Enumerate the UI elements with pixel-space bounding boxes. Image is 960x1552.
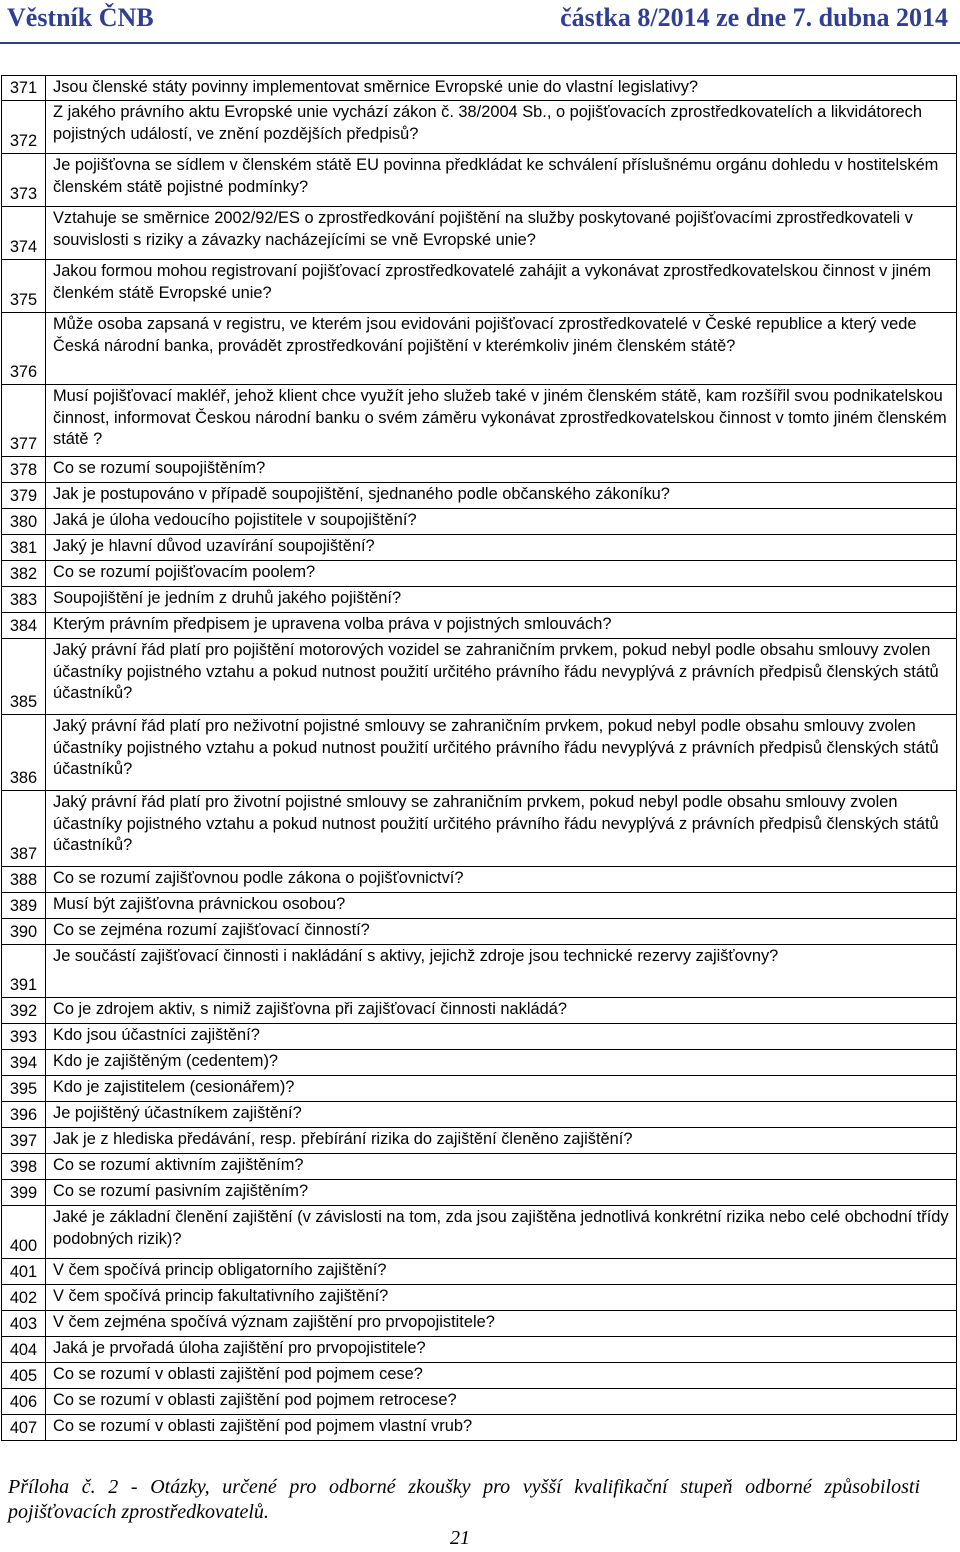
question-text: Co se rozumí aktivním zajištěním?	[46, 1154, 957, 1180]
question-row	[2, 893, 957, 919]
question-text: Je pojišťovna se sídlem v členském státě EU povinna předkládat ke schválení příslušnému orgánu dohledu v hostitelském členském státě pojistné podmínky?	[46, 154, 957, 207]
question-text: Jaká je prvořadá úloha zajištění pro prvopojistitele?	[46, 1337, 957, 1363]
question-number: 374	[2, 207, 46, 260]
question-number: 404	[2, 1337, 46, 1363]
appendix-caption: Příloha č. 2 - Otázky, určené pro odborné zkoušky pro vyšší kvalifikační stupeň odborné způsobilosti pojišťovacích zprostředkovatelů.	[8, 1476, 920, 1523]
question-row	[2, 1311, 957, 1337]
question-text: Kdo je zajistitelem (cesionářem)?	[46, 1076, 957, 1102]
question-text: V čem zejména spočívá význam zajištění pro prvopojistitele?	[46, 1311, 957, 1337]
question-text: Jak je postupováno v případě soupojištění, sjednaného podle občanského zákoníku?	[46, 483, 957, 509]
question-text: Může osoba zapsaná v registru, ve kterém jsou evidováni pojišťovací zprostředkovatelé v České republice a který vede Česká národní banka, provádět zprostředkování pojištění v kterémkoliv jiném členském státě?	[46, 313, 957, 385]
question-row	[2, 1076, 957, 1102]
journal-title: Věstník ČNB	[7, 3, 154, 32]
question-text: Co se rozumí v oblasti zajištění pod pojmem vlastní vrub?	[46, 1415, 957, 1441]
question-row	[2, 101, 957, 154]
question-text: Kdo je zajištěným (cedentem)?	[46, 1050, 957, 1076]
question-text: Jaký právní řád platí pro neživotní pojistné smlouvy se zahraničním prvkem, pokud nebyl podle obsahu smlouvy zvolen účastníky pojistného vztahu a pokud nutnost použití určitého právního řádu nevyplývá z právních předpisů členských států účastníků?	[46, 715, 957, 791]
question-number: 387	[2, 791, 46, 867]
question-row	[2, 867, 957, 893]
question-text: Co se rozumí v oblasti zajištění pod pojmem retrocese?	[46, 1389, 957, 1415]
question-text: Co se rozumí soupojištěním?	[46, 457, 957, 483]
question-number: 388	[2, 867, 46, 893]
question-number: 396	[2, 1102, 46, 1128]
question-row	[2, 457, 957, 483]
question-number: 379	[2, 483, 46, 509]
question-text: Co je zdrojem aktiv, s nimiž zajišťovna při zajišťovací činnosti nakládá?	[46, 998, 957, 1024]
question-row	[2, 561, 957, 587]
questions-table-body	[2, 76, 957, 1441]
question-text: Co se rozumí pojišťovacím poolem?	[46, 561, 957, 587]
question-text: V čem spočívá princip fakultativního zajištění?	[46, 1285, 957, 1311]
question-text: Soupojištění je jedním z druhů jakého pojištění?	[46, 587, 957, 613]
question-text: Jaké je základní členění zajištění (v závislosti na tom, zda jsou zajištěna jednotlivá konkrétní rizika nebo celé obchodní třídy podobných rizik)?	[46, 1206, 957, 1259]
question-number: 401	[2, 1259, 46, 1285]
question-number: 381	[2, 535, 46, 561]
question-row	[2, 1024, 957, 1050]
question-row	[2, 1050, 957, 1076]
question-number: 398	[2, 1154, 46, 1180]
header-divider	[0, 42, 960, 44]
question-number: 390	[2, 919, 46, 945]
question-number: 378	[2, 457, 46, 483]
question-text: V čem spočívá princip obligatorního zajištění?	[46, 1259, 957, 1285]
question-number: 371	[2, 76, 46, 101]
question-number: 400	[2, 1206, 46, 1259]
question-row	[2, 1337, 957, 1363]
question-text: Kdo jsou účastníci zajištění?	[46, 1024, 957, 1050]
question-number: 391	[2, 945, 46, 998]
question-number: 407	[2, 1415, 46, 1441]
question-number: 376	[2, 313, 46, 385]
question-row	[2, 1102, 957, 1128]
question-text: Jaký právní řád platí pro pojištění motorových vozidel se zahraničním prvkem, pokud nebyl podle obsahu smlouvy zvolen účastníky pojistného vztahu a pokud nutnost použití určitého právního řádu nevyplývá z právních předpisů členských států účastníků?	[46, 639, 957, 715]
question-number: 383	[2, 587, 46, 613]
question-row	[2, 1285, 957, 1311]
question-text: Je součástí zajišťovací činnosti i nakládání s aktivy, jejichž zdroje jsou technické rezervy zajišťovny?	[46, 945, 957, 998]
question-text: Jaký právní řád platí pro životní pojistné smlouvy se zahraničním prvkem, pokud nebyl podle obsahu smlouvy zvolen účastníky pojistného vztahu a pokud nutnost použití určitého právního řádu nevyplývá z právních předpisů členských států účastníků?	[46, 791, 957, 867]
question-text: Co se rozumí pasivním zajištěním?	[46, 1180, 957, 1206]
questions-table	[1, 75, 957, 1441]
question-row	[2, 385, 957, 457]
question-number: 373	[2, 154, 46, 207]
question-row	[2, 639, 957, 715]
question-text: Musí být zajišťovna právnickou osobou?	[46, 893, 957, 919]
question-number: 393	[2, 1024, 46, 1050]
question-text: Jaký je hlavní důvod uzavírání soupojištění?	[46, 535, 957, 561]
question-row	[2, 1180, 957, 1206]
question-number: 403	[2, 1311, 46, 1337]
question-row	[2, 1389, 957, 1415]
question-row	[2, 535, 957, 561]
question-row	[2, 154, 957, 207]
question-number: 384	[2, 613, 46, 639]
question-number: 380	[2, 509, 46, 535]
question-number: 382	[2, 561, 46, 587]
question-number: 386	[2, 715, 46, 791]
question-row	[2, 613, 957, 639]
question-text: Jaká je úloha vedoucího pojistitele v soupojištění?	[46, 509, 957, 535]
question-row	[2, 1206, 957, 1259]
question-number: 405	[2, 1363, 46, 1389]
question-row	[2, 1154, 957, 1180]
question-number: 395	[2, 1076, 46, 1102]
question-row	[2, 791, 957, 867]
question-text: Musí pojišťovací makléř, jehož klient chce využít jeho služeb také v jiném členském státě, kam rozšířil svou podnikatelskou činnost, informovat Českou národní banku o svém záměru vykonávat zprostředkovatelskou činnost v tomto jiném členském státě ?	[46, 385, 957, 457]
question-number: 397	[2, 1128, 46, 1154]
question-row	[2, 483, 957, 509]
question-number: 389	[2, 893, 46, 919]
page-header	[0, 0, 960, 44]
question-number: 394	[2, 1050, 46, 1076]
question-number: 402	[2, 1285, 46, 1311]
question-row	[2, 260, 957, 313]
question-row	[2, 998, 957, 1024]
issue-info: částka 8/2014 ze dne 7. dubna 2014	[560, 3, 948, 32]
page-number: 21	[450, 1527, 470, 1549]
question-row	[2, 1259, 957, 1285]
question-number: 375	[2, 260, 46, 313]
question-text: Vztahuje se směrnice 2002/92/ES o zprostředkování pojištění na služby poskytované pojišťovacími zprostředkovateli v souvislosti s riziky a závazky nacházejícími se vně Evropské unie?	[46, 207, 957, 260]
question-row	[2, 509, 957, 535]
question-row	[2, 919, 957, 945]
question-number: 399	[2, 1180, 46, 1206]
question-row	[2, 207, 957, 260]
question-row	[2, 945, 957, 998]
question-row	[2, 1128, 957, 1154]
question-text: Z jakého právního aktu Evropské unie vychází zákon č. 38/2004 Sb., o pojišťovacích zprostředkovatelích a likvidátorech pojistných událostí, ve znění pozdějších předpisů?	[46, 101, 957, 154]
question-row	[2, 587, 957, 613]
question-text: Kterým právním předpisem je upravena volba práva v pojistných smlouvách?	[46, 613, 957, 639]
question-row	[2, 76, 957, 101]
question-text: Jak je z hlediska předávání, resp. přebírání rizika do zajištění členěno zajištění?	[46, 1128, 957, 1154]
question-text: Co se rozumí zajišťovnou podle zákona o pojišťovnictví?	[46, 867, 957, 893]
question-row	[2, 1363, 957, 1389]
question-text: Co se zejména rozumí zajišťovací činností?	[46, 919, 957, 945]
question-row	[2, 715, 957, 791]
question-number: 392	[2, 998, 46, 1024]
question-number: 385	[2, 639, 46, 715]
question-text: Je pojištěný účastníkem zajištění?	[46, 1102, 957, 1128]
question-number: 377	[2, 385, 46, 457]
question-row	[2, 1415, 957, 1441]
question-text: Jsou členské státy povinny implementovat směrnice Evropské unie do vlastní legislativy?	[46, 76, 957, 101]
question-number: 372	[2, 101, 46, 154]
question-row	[2, 313, 957, 385]
question-text: Co se rozumí v oblasti zajištění pod pojmem cese?	[46, 1363, 957, 1389]
question-number: 406	[2, 1389, 46, 1415]
question-text: Jakou formou mohou registrovaní pojišťovací zprostředkovatelé zahájit a vykonávat zprostředkovatelskou činnost v jiném členkém státě Evropské unie?	[46, 260, 957, 313]
